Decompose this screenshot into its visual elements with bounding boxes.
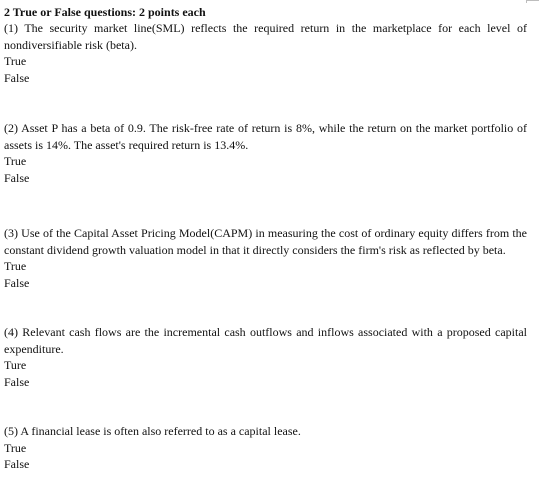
corner-border-mark <box>526 0 539 3</box>
question-text-2: (2) Asset P has a beta of 0.9. The risk-free rate of return is 8%, while the return on the market portfolio of assets is 14%. The asset's required return is 13.4%. <box>4 121 527 152</box>
question-text-5: (5) A financial lease is often also referred to as a capital lease. <box>4 424 301 438</box>
option-true-1[interactable]: True <box>4 54 27 68</box>
option-true-2[interactable]: True <box>4 154 27 168</box>
option-false-1[interactable]: False <box>4 70 30 85</box>
question-block-1 <box>4 20 527 86</box>
option-true-4[interactable]: Ture <box>4 358 27 372</box>
question-block-2 <box>4 120 527 186</box>
question-block-4 <box>4 324 527 390</box>
option-false-3[interactable]: False <box>4 275 30 290</box>
question-block-5 <box>4 423 527 473</box>
question-text-3: (3) Use of the Capital Asset Pricing Model(CAPM) in measuring the cost of ordinary equity differs from the constant dividend growth valuation model in that it directly considers the firm's risk as reflected by beta. <box>4 226 527 257</box>
section-heading: 2 True or False questions: 2 points each <box>4 5 206 19</box>
document-page <box>4 4 527 473</box>
option-false-4[interactable]: False <box>4 374 30 389</box>
option-false-5[interactable]: False <box>4 457 30 471</box>
question-text-4: (4) Relevant cash flows are the incremental cash outflows and inflows associated with a proposed capital expenditure. <box>4 325 527 356</box>
question-text-1: (1) The security market line(SML) reflects the required return in the marketplace for each level of nondiversifiable risk (beta). <box>4 21 527 52</box>
option-true-5[interactable]: True <box>4 440 27 455</box>
option-true-3[interactable]: True <box>4 259 27 273</box>
question-block-3 <box>4 225 527 291</box>
option-false-2[interactable]: False <box>4 170 30 185</box>
